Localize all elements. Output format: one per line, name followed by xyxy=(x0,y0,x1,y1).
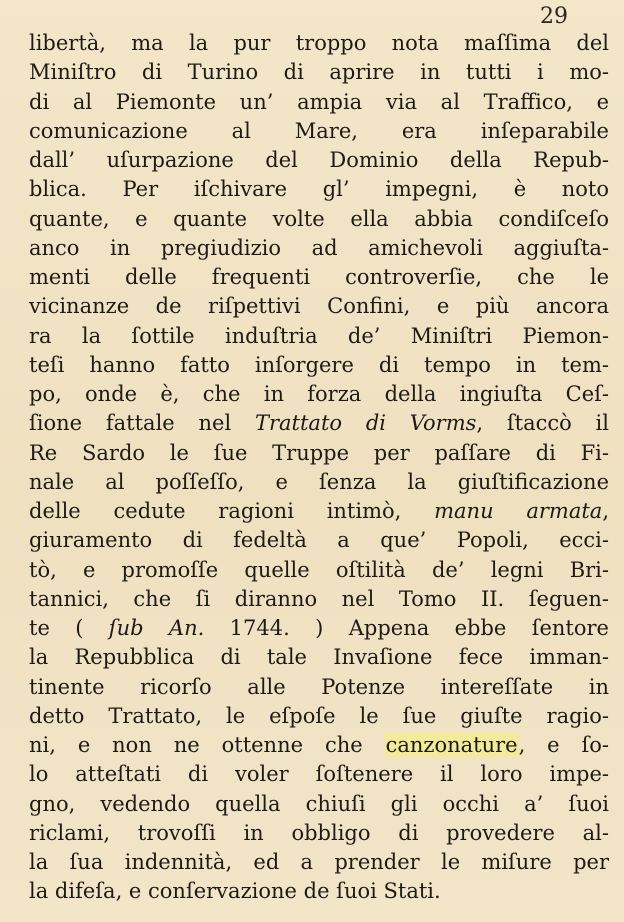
text-line xyxy=(29,702,609,731)
text-line-content: libertà, ma la pur troppo nota maſſima del xyxy=(29,31,609,55)
text-line xyxy=(29,263,609,292)
text-line-content: Re Sardo le ſue Truppe per paſſare di Fi- xyxy=(29,440,609,465)
text-line xyxy=(29,205,609,234)
page-number: 29 xyxy=(540,4,568,29)
text-line-content: vicinanze de riſpettivi Confini, e più ancora xyxy=(29,294,609,319)
text-line xyxy=(29,673,609,702)
text-line xyxy=(29,760,609,789)
text-line xyxy=(29,585,609,614)
highlighted-word: canzonature xyxy=(385,733,518,757)
text-line xyxy=(29,468,609,497)
text-line xyxy=(29,322,609,351)
text-line xyxy=(29,731,609,760)
text-line-content: nale al poſſeſſo, e ſenza la giuſtificazione xyxy=(29,469,609,494)
text-line xyxy=(29,848,609,877)
text-line-content: giuramento di fedeltà a que’ Popoli, ecci- xyxy=(29,528,609,553)
text-line xyxy=(29,790,609,819)
text-line xyxy=(29,292,609,321)
text-line-content: menti delle frequenti controverſie, che le xyxy=(29,265,609,289)
text-line-content: tò, e promoſſe quelle oſtilità de’ legni Bri- xyxy=(29,557,609,582)
text-line-content: teſi hanno fatto inſorgere di tempo in tem- xyxy=(29,352,609,377)
text-line-content: la ſua indennità, ed a prender le miſure per xyxy=(29,850,609,874)
text-line-content: tannici, che ſi diranno nel Tomo II. ſeguen- xyxy=(29,586,609,611)
text-line-content: quante, e quante volte ella abbia condiſceſo xyxy=(29,206,609,231)
text-line xyxy=(29,526,609,555)
italic-phrase: manu armata xyxy=(434,499,603,523)
text-line xyxy=(29,146,609,175)
text-line xyxy=(29,497,609,526)
text-line xyxy=(29,556,609,585)
text-line xyxy=(29,439,609,468)
text-line-content: anco in pregiudizio ad amichevoli aggiuſta- xyxy=(29,235,609,260)
text-line-content: delle cedute ragioni intimò, manu armata, xyxy=(29,499,610,523)
text-line xyxy=(29,88,609,117)
text-line xyxy=(29,234,609,263)
text-line xyxy=(29,117,609,146)
text-line xyxy=(29,175,609,204)
text-line xyxy=(29,819,609,848)
text-line-content: ſione fattale nel Trattato di Vorms, ſtaccò il xyxy=(29,411,609,436)
italic-phrase: Trattato di Vorms xyxy=(254,411,477,436)
text-line-content: Miniſtro di Turino di aprire in tutti i mo- xyxy=(29,60,609,85)
text-line-content: la difeſa, e conſervazione de ſuoi Stati. xyxy=(29,879,441,904)
text-line-content: riclami, trovoſſi in obbligo di provedere al- xyxy=(29,820,609,845)
text-line-content: comunicazione al Mare, era inſeparabile xyxy=(29,118,609,143)
text-line-content: dall’ uſurpazione del Dominio della Repub- xyxy=(29,148,609,172)
text-line xyxy=(29,58,609,87)
text-line xyxy=(29,877,609,906)
text-line xyxy=(29,409,609,438)
text-line-content: ra la ſottile induſtria de’ Miniſtri Piemon- xyxy=(29,323,609,348)
text-line-content: po, onde è, che in forza della ingiuſta Ceſ- xyxy=(29,382,609,406)
text-line-content: tinente ricorſo alle Potenze intereſſate in xyxy=(29,674,609,699)
italic-phrase: ſub xyxy=(108,616,144,640)
text-line xyxy=(29,29,609,58)
body-text xyxy=(29,29,609,907)
text-line-content: detto Trattato, le eſpoſe le ſue giuſte ragio- xyxy=(29,703,609,728)
text-line-content: lo atteſtati di voler ſoſtenere il loro impe- xyxy=(29,762,609,787)
text-line xyxy=(29,614,609,643)
text-line-content: la Repubblica di tale Invaſione fece imman- xyxy=(29,645,609,670)
italic-phrase: An. xyxy=(168,616,205,640)
text-line-content: ni, e non ne ottenne che canzonature, e ſo- xyxy=(29,733,610,757)
text-line xyxy=(29,351,609,380)
text-line-content: gno, vedendo quella chiuſi gli occhi a’ ſuoi xyxy=(29,791,609,816)
text-line xyxy=(29,643,609,672)
text-line-content: di al Piemonte un’ ampia via al Traffico, e xyxy=(29,89,609,114)
text-line xyxy=(29,380,609,409)
text-line-content: te ( ſub An. 1744. ) Appena ebbe ſentore xyxy=(29,616,609,640)
text-line-content: blica. Per iſchivare gl’ impegni, è noto xyxy=(29,177,609,202)
